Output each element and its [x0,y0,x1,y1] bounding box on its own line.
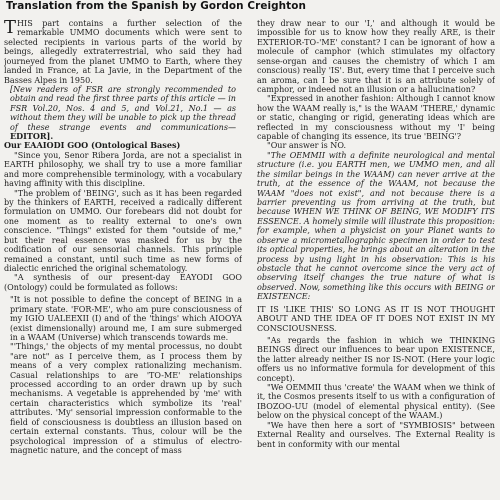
drop-cap: T [4,19,17,38]
paragraph: "As regards the fashion in which we THINKING BEINGS direct our influences to bear upon EXISTENCE, the latter already neither IS nor IS-NOT. (Here your logic offers us no informative formula for development of this concept). [257,335,495,383]
section-heading: Our EAAIODI GOO (Ontological Bases) [4,140,181,151]
paragraph: "Expressed in another fashion: Although I cannot know how the WAAM really is," is the WAAM 'THERE,' dynamic or static, changing or rigid, generating ideas which are reflected in my consciousness without my 'I' being capable of changing its essence, its true 'BEING'? [257,94,495,142]
quoted-paragraph: "'Things,' the objects of my mental processus, no doubt "are not" as I perceive them, as I process them by means of a very complex rationalizing mechanism. Casual relationships to are 'TO-ME' relationships processed according to an order drawn up by such mechanisms. A vegetable is apprehended by 'me' with certain characteristics which symbolize its 'real' attributes. 'My' sensorial impression conformable to the field of consciousness is doubtless an illusion based on certain external constants. Thus, colour will be the psychological impression of a stimulus of electro-magnetic nature, and the concept of mass [10,342,242,455]
quoted-paragraph: "It is not possible to define the concept of BEING in a primary state. 'FOR-ME', who am pure consciousness of my IGIO UALEEXII (I) and of the 'things' which AIOOYA (exist dimensionally) around me, I am sure submerged in a WAAM (Universe) which transcends towards me. [10,295,242,342]
left-column [4,19,242,500]
intro-paragraph: THIS part contains a further selection of the remarkable UMMO documents which were sent to selected recipients in various parts of the world by beings, allegedly extraterrestrial, who said they had journeyed from the planet UMMO to Earth, where they landed in France, at La Javie, in the Department of the Basses Alpes in 1950. [4,19,242,85]
paragraph: "Since you, Senor Ribera Jorda, are not a specialist in EARTH philosophy, we shall try to use a more familiar and more comprehensible terminology, with a vocabulary having affinity with this discipline. [4,150,242,189]
paragraph: "The OEMMII with a definite neurological and mental structure (i.e. you EARTH men, we UMMO men, and all the similar beings in the WAAM) can never arrive at the truth, at the essence of the WAAM, not because the WAAM "does not exist", and not because there is a barrier preventing us from arriving at the truth, but because WHEN WE THINK OF BEING, WE MODIFY ITS ESSENCE. A homely simile will illustrate this proposition: for example, when a physicist on your Planet wants to observe a micrometallographic specimen in order to test its optical properties, he brings about an alteration in the process by using light in his observation: This is his obstacle that he cannot overcome since the very act of observing itself changes the true nature of what is observed. Now, something like this occurs with BEING or EXISTENCE: [257,150,495,302]
paragraph: "We OEMMII thus 'create' the WAAM when we think of it, the Cosmos presents itself to us with a configuration of IBOZOO-UU (model of elemental physical entity). (See below on the physical concept of the WAAM.) [257,383,495,421]
paragraph: "Our answer is NO. [267,141,347,151]
article-header: Translation from the Spanish by Gordon Creighton [6,0,306,12]
paragraph: "A synthesis of our present-day EAYODI GOO (Ontology) could be formulated as follows: [4,273,242,292]
right-column [257,19,495,500]
editor-note: [New readers of FSR are strongly recommended to obtain and read the first three parts of this article — in FSR Vol.20, Nos. 4 and 5, and Vol.21, No.1 — as without them they will be unable to pick up the thread of these strange events and communications—EDITOR]. [10,84,236,142]
emphasis-paragraph: IT IS 'LIKE THIS' SO LONG AS IT IS NOT THOUGHT ABOUT AND THE IDEA OF IT DOES NOT EXIST IN MY CONSCIOUSNESS. [257,304,495,333]
editor-signature: EDITOR]. [10,131,54,142]
paragraph: "We have then here a sort of "SYMBIOSIS" between External Reality and ourselves. The External Reality is bent in conformity with our mental [257,420,495,449]
paragraph: they draw near to our 'I,' and although it would be impossible for us to know how they really ARE, is their EXTERIOR-TO-'ME' constant? I can be ignorant of how a molecule of camphor (which stimulates my olfactory sense-organ and causes the chemistry of which I am conscious) really 'IS'. But, every time that I perceive such an aroma, can I be sure that it is an attribute solely of camphor, or indeed not an illusion or a hallucination? [257,19,495,94]
paragraph: "The problem of 'BEING', such as it has been regarded by the thinkers of EARTH, received a radically different formulation on UMMO. Our forebears did not doubt for one moment as to reality external to one's own conscience. "Things" existed for them "outside of me," but their real essence was masked for us by the codification of our sensorial channels. This principle remained a constant, until such time as new forms of dialectic enriched the original schematology. [4,188,242,273]
